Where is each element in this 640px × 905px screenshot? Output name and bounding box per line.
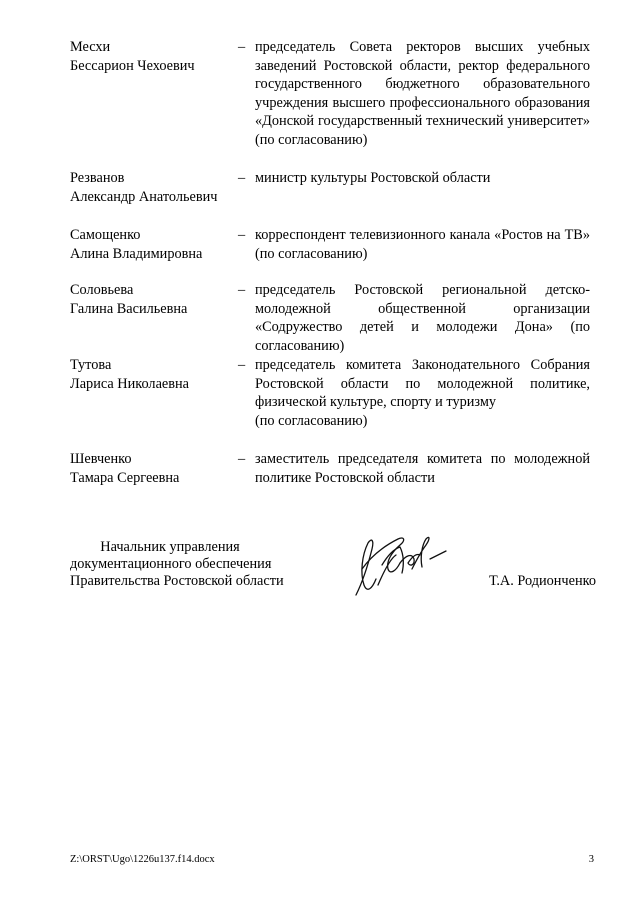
dash-separator: – — [238, 282, 246, 298]
member-surname: Месхи — [70, 39, 111, 55]
member-name — [70, 38, 238, 149]
member-given-names: Алина Владимировна — [70, 245, 203, 262]
member-entry — [70, 356, 590, 430]
member-entry — [70, 169, 590, 206]
member-surname: Соловьева — [70, 282, 134, 298]
member-role: министр культуры Ростовской области — [255, 170, 491, 186]
signatory-position-line: Правительства Ростовской области — [70, 573, 284, 589]
dash-separator: – — [238, 39, 246, 55]
signatory-position — [70, 539, 284, 590]
member-given-names: Лариса Николаевна — [70, 375, 190, 392]
dash-separator: – — [238, 227, 246, 243]
member-role: председатель Ростовской региональной детско-молодежной общественной организации «Содружество детей и молодежи Дона» (по согласованию) — [255, 282, 590, 354]
member-surname: Шевченко — [70, 451, 132, 467]
signatory-position-line: документационного обеспечения — [70, 556, 272, 572]
member-name — [70, 281, 238, 355]
member-entry — [70, 281, 590, 355]
member-name — [70, 356, 238, 430]
member-name — [70, 450, 238, 487]
signatory-position-line: Начальник управления — [100, 539, 240, 555]
footer-file-path: Z:\ORST\Ugo\1226u137.f14.docx — [70, 854, 215, 865]
member-given-names: Александр Анатольевич — [70, 188, 218, 205]
page-number: 3 — [588, 854, 594, 865]
member-role-block — [255, 356, 590, 430]
member-surname: Резванов — [70, 170, 125, 186]
member-entry — [70, 450, 590, 487]
member-surname: Тутова — [70, 357, 112, 373]
member-entry — [70, 38, 590, 149]
member-given-names: Галина Васильевна — [70, 300, 188, 317]
dash-separator: – — [238, 451, 246, 467]
member-given-names: Тамара Сергеевна — [70, 469, 180, 486]
dash-separator: – — [238, 170, 246, 186]
member-role: председатель комитета Законодательного Собрания Ростовской области по молодежной политике, физической культуре, спорту и туризму — [255, 357, 590, 410]
member-role: корреспондент телевизионного канала «Ростов на ТВ» (по согласованию) — [255, 227, 590, 262]
member-entry — [70, 226, 590, 263]
member-name — [70, 169, 238, 206]
dash-separator: – — [238, 357, 246, 373]
handwritten-signature-icon — [342, 525, 452, 605]
member-name — [70, 226, 238, 263]
member-surname: Самощенко — [70, 227, 141, 243]
member-role-note: (по согласованию) — [255, 412, 368, 429]
signatory-name: Т.А. Родионченко — [489, 573, 596, 589]
member-list — [70, 38, 590, 487]
member-role: председатель Совета ректоров высших учебных заведений Ростовской области, ректор федерального государственного бюджетного образовательного учреждения высшего профессионального образования «Донской государственный технический университет» (по согласованию) — [255, 39, 590, 148]
member-given-names: Бессарион Чехоевич — [70, 57, 195, 74]
signature-block — [70, 539, 596, 609]
member-role: заместитель председателя комитета по молодежной политике Ростовской области — [255, 451, 590, 486]
